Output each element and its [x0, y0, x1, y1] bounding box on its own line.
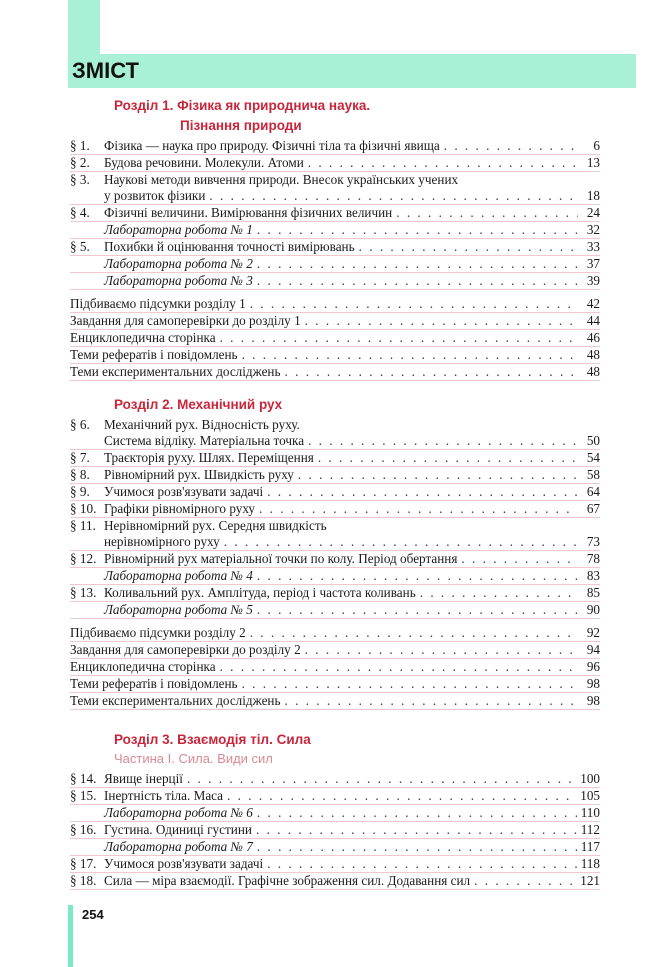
entry-title: Теми рефератів і повідомлень	[70, 347, 238, 362]
toc-entry-lab[interactable]	[70, 602, 600, 619]
entry-page: 48	[586, 347, 600, 362]
toc-entry-continued[interactable]	[70, 534, 600, 551]
entry-page: 44	[586, 313, 600, 328]
entry-title: Інертність тіла. Маса	[104, 788, 224, 803]
entry-title: Завдання для самоперевірки до розділу 2	[70, 642, 301, 657]
entry-title: Лабораторна робота № 6	[104, 805, 253, 820]
toc-entry[interactable]	[70, 417, 600, 433]
entry-title: Рівномірний рух. Швидкість руху	[104, 467, 294, 482]
entry-page: 105	[580, 788, 600, 803]
section-2-entries	[70, 417, 600, 710]
toc-summary-entry[interactable]	[70, 296, 600, 313]
top-accent-strip	[68, 0, 100, 54]
entry-number: § 3.	[70, 172, 90, 187]
entry-page: 98	[586, 693, 600, 708]
toc-entry[interactable]	[70, 172, 600, 188]
entry-number: § 15.	[70, 788, 97, 803]
toc-entry[interactable]	[70, 873, 600, 890]
entry-page: 46	[586, 330, 600, 345]
entry-title: у розвиток фізики	[104, 188, 206, 203]
entry-title: Енциклопедична сторінка	[70, 330, 216, 345]
toc-entry-continued[interactable]	[70, 433, 600, 450]
toc-entry[interactable]	[70, 551, 600, 568]
entry-number: § 9.	[70, 484, 90, 499]
section-1-subtitle: Пізнання природи	[180, 118, 302, 133]
entry-title: Фізика — наука про природу. Фізичні тіла та фізичні явища	[104, 138, 440, 153]
entry-title: Нерівномірний рух. Середня швидкість	[104, 518, 327, 533]
entry-page: 96	[586, 659, 600, 674]
entry-page: 117	[580, 839, 600, 854]
entry-number: § 16.	[70, 822, 97, 837]
entry-number: § 18.	[70, 873, 97, 888]
entry-page: 118	[580, 856, 600, 871]
entry-number: § 4.	[70, 205, 90, 220]
entry-page: 18	[586, 188, 600, 203]
toc-summary-entry[interactable]	[70, 330, 600, 347]
entry-page: 6	[593, 138, 600, 153]
section-1-title: Розділ 1. Фізика як природнича наука.	[114, 98, 371, 113]
entry-page: 110	[580, 805, 600, 820]
toc-entry-lab[interactable]	[70, 256, 600, 273]
section-3-part-title: Частина І. Сила. Види сил	[114, 751, 273, 766]
toc	[70, 96, 600, 890]
entry-title: Будова речовини. Молекули. Атоми	[104, 155, 304, 170]
toc-entry[interactable]	[70, 467, 600, 484]
entry-number: § 12.	[70, 551, 97, 566]
entry-title: Сила — міра взаємодії. Графічне зображення сил. Додавання сил	[104, 873, 471, 888]
toc-summary-entry[interactable]	[70, 659, 600, 676]
entry-page: 73	[586, 534, 600, 549]
entry-page: 37	[586, 256, 600, 271]
entry-title: Теми експериментальних досліджень	[70, 364, 281, 379]
toc-summary-entry[interactable]	[70, 364, 600, 381]
entry-page: 121	[580, 873, 600, 888]
entry-title: Явище інерції	[104, 771, 183, 786]
entry-page: 13	[586, 155, 600, 170]
section-heading-1	[114, 96, 600, 136]
section-heading-3	[114, 730, 600, 750]
entry-title: Лабораторна робота № 4	[104, 568, 253, 583]
entry-page: 64	[586, 484, 600, 499]
toc-entry-lab[interactable]	[70, 805, 600, 822]
entry-title: Лабораторна робота № 1	[104, 222, 253, 237]
entry-title: Лабораторна робота № 7	[104, 839, 253, 854]
toc-entry-continued[interactable]	[70, 188, 600, 205]
title-bar	[68, 54, 636, 88]
toc-summary-entry[interactable]	[70, 693, 600, 710]
entry-page: 58	[586, 467, 600, 482]
toc-entry[interactable]	[70, 155, 600, 172]
entry-number: § 2.	[70, 155, 90, 170]
section-1-entries	[70, 138, 600, 381]
entry-title: Механічний рух. Відносність руху.	[104, 417, 300, 432]
entry-number: § 5.	[70, 239, 90, 254]
toc-entry-lab[interactable]	[70, 222, 600, 239]
entry-title: Теми експериментальних досліджень	[70, 693, 281, 708]
entry-number: § 14.	[70, 771, 97, 786]
entry-title: Теми рефератів і повідомлень	[70, 676, 238, 691]
entry-page: 42	[586, 296, 600, 311]
entry-page: 24	[586, 205, 600, 220]
entry-title: Лабораторна робота № 3	[104, 273, 253, 288]
toc-entry[interactable]	[70, 501, 600, 518]
entry-page: 67	[586, 501, 600, 516]
toc-entry-lab[interactable]	[70, 273, 600, 290]
entry-number: § 13.	[70, 585, 97, 600]
entry-page: 78	[586, 551, 600, 566]
entry-title: Густина. Одиниці густини	[104, 822, 252, 837]
entry-number: § 6.	[70, 417, 90, 432]
entry-page: 32	[586, 222, 600, 237]
entry-page: 112	[580, 822, 600, 837]
entry-page: 100	[580, 771, 600, 786]
entry-title: Рівномірний рух матеріальної точки по колу. Період обертання	[104, 551, 458, 566]
entry-number: § 11.	[70, 518, 96, 533]
entry-number: § 8.	[70, 467, 90, 482]
toc-entry[interactable]	[70, 856, 600, 873]
toc-entry[interactable]	[70, 138, 600, 155]
toc-entry[interactable]	[70, 450, 600, 467]
entry-title: Завдання для самоперевірки до розділу 1	[70, 313, 301, 328]
entry-title: Похибки й оцінювання точності вимірювань	[104, 239, 355, 254]
entry-page: 54	[586, 450, 600, 465]
section-heading-2	[114, 395, 600, 415]
entry-title: Наукові методи вивчення природи. Внесок українських учених	[104, 172, 459, 187]
toc-entry[interactable]	[70, 484, 600, 501]
toc-entry-lab[interactable]	[70, 568, 600, 585]
entry-number: § 1.	[70, 138, 90, 153]
entry-title: нерівномірного руху	[104, 534, 220, 549]
entry-page: 92	[586, 625, 600, 640]
entry-page: 50	[586, 433, 600, 448]
entry-title: Траєкторія руху. Шлях. Переміщення	[104, 450, 314, 465]
section-2-title: Розділ 2. Механічний рух	[114, 397, 283, 412]
toc-summary-entry[interactable]	[70, 313, 600, 330]
entry-title: Графіки рівномірного руху	[104, 501, 256, 516]
toc-summary-entry[interactable]	[70, 642, 600, 659]
toc-entry[interactable]	[70, 239, 600, 256]
toc-entry[interactable]	[70, 771, 600, 788]
entry-number: § 10.	[70, 501, 97, 516]
toc-entry[interactable]	[70, 788, 600, 805]
toc-entry[interactable]	[70, 585, 600, 602]
section-3-entries	[70, 771, 600, 890]
section-3-title: Розділ 3. Взаємодія тіл. Сила	[114, 732, 311, 747]
entry-title: Учимося розв'язувати задачі	[104, 484, 264, 499]
entry-title: Система відліку. Матеріальна точка	[104, 433, 305, 448]
entry-title: Фізичні величини. Вимірювання фізичних величин	[104, 205, 393, 220]
entry-number: § 7.	[70, 450, 90, 465]
toc-entry[interactable]	[70, 205, 600, 222]
toc-summary-entry[interactable]	[70, 676, 600, 693]
entry-page: 48	[586, 364, 600, 379]
toc-summary-entry[interactable]	[70, 347, 600, 364]
entry-page: 85	[586, 585, 600, 600]
bottom-accent-strip	[68, 905, 73, 967]
entry-title: Учимося розв'язувати задачі	[104, 856, 264, 871]
entry-page: 94	[586, 642, 600, 657]
page-number: 254	[82, 907, 104, 922]
toc-entry[interactable]	[70, 518, 600, 534]
entry-page: 98	[586, 676, 600, 691]
entry-page: 39	[586, 273, 600, 288]
entry-page: 33	[586, 239, 600, 254]
entry-title: Підбиваємо підсумки розділу 1	[70, 296, 246, 311]
entry-page: 90	[586, 602, 600, 617]
entry-title: Підбиваємо підсумки розділу 2	[70, 625, 246, 640]
entry-page: 83	[586, 568, 600, 583]
toc-entry-lab[interactable]	[70, 839, 600, 856]
entry-title: Лабораторна робота № 2	[104, 256, 253, 271]
entry-title: Енциклопедична сторінка	[70, 659, 216, 674]
entry-title: Лабораторна робота № 5	[104, 602, 253, 617]
toc-entry[interactable]	[70, 822, 600, 839]
entry-title: Коливальний рух. Амплітуда, період і частота коливань	[104, 585, 416, 600]
entry-number: § 17.	[70, 856, 97, 871]
toc-summary-entry[interactable]	[70, 625, 600, 642]
page-title: ЗМІСТ	[72, 58, 139, 83]
